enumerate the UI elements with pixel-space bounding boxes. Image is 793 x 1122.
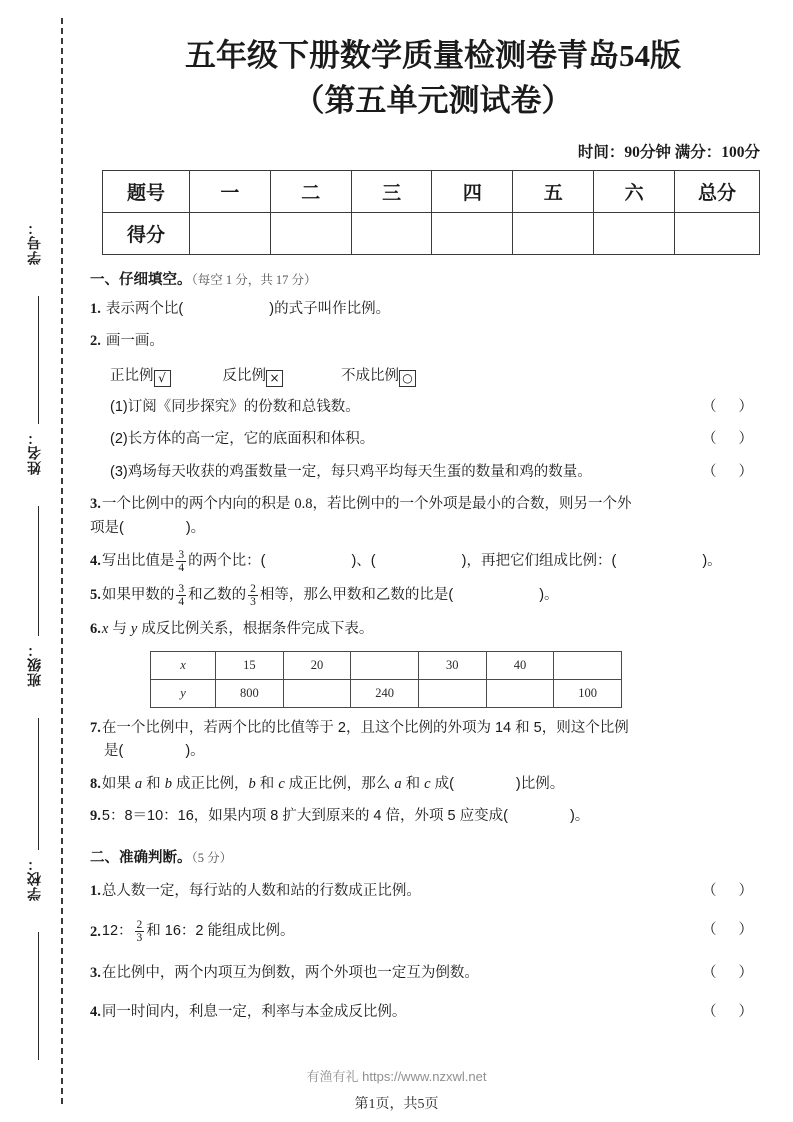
question-4-text-a: 写出比值是: [101, 553, 175, 570]
xy-value-table: [150, 651, 622, 708]
question-7-text-a: 在一个比例中，若两个比的比值等于 2，且这个比例的外项为 14 和 5，则这个比例: [101, 720, 629, 736]
judge-item-3-text: 在比例中，两个内项互为倒数，两个外项也一定互为倒数。: [101, 964, 479, 981]
question-6-text: 成反比例关系，根据条件完成下表。: [137, 620, 374, 637]
question-2-item-3-text: (3)鸡场每天收获的鸡蛋数量一定，每只鸡平均每天生蛋的数量和鸡的数量。: [110, 463, 592, 480]
question-8-text-h: )比例。: [515, 775, 565, 792]
cross-icon: ×: [266, 370, 283, 387]
question-8: [90, 773, 778, 796]
margin-rule-4: [38, 932, 39, 1060]
margin-rule-3: [38, 718, 39, 850]
judge-item-1-number: 1.: [90, 882, 101, 899]
page-title-line2: （第五单元测试卷）: [293, 82, 573, 118]
question-8-var-c2: c: [424, 775, 431, 792]
score-cell-4[interactable]: [432, 212, 513, 254]
xy-cell-y-2[interactable]: [283, 680, 351, 708]
question-4-text-b: 的两个比：(: [188, 553, 266, 570]
check-icon: √: [154, 370, 171, 387]
judge-item-3-answer[interactable]: （ ）: [701, 964, 762, 981]
question-5-fraction-2: [248, 583, 258, 608]
score-cell-3[interactable]: [351, 212, 432, 254]
question-5-text-b: 和乙数的: [188, 587, 247, 604]
judge-item-1-answer[interactable]: （ ）: [701, 882, 762, 899]
judge-item-4-answer[interactable]: （ ）: [701, 1004, 762, 1021]
question-6-text-mid: 与: [108, 620, 131, 637]
page-number-footer: 第1页，共5页: [354, 1097, 439, 1112]
score-table-col-3: 三: [351, 170, 432, 212]
judge-item-1-text: 总人数一定，每行站的人数和站的行数成正比例。: [101, 882, 421, 899]
judge-item-2-fraction: [135, 919, 145, 944]
section-one-title: 一、仔细填空。: [90, 271, 192, 288]
section-two-points: （5 分）: [191, 850, 233, 865]
section-two-heading: [90, 846, 778, 867]
question-5-fraction-2-numerator: 2: [250, 583, 256, 596]
question-8-text-c: 成正比例，: [171, 775, 249, 792]
question-6-var-y: y: [130, 620, 138, 637]
score-cell-5[interactable]: [513, 212, 594, 254]
judge-item-2-fraction-denominator: 3: [136, 932, 143, 945]
judge-item-2-fraction-numerator: 2: [136, 919, 143, 932]
judge-item-1: [90, 880, 778, 903]
judge-item-3: [90, 962, 778, 985]
option-direct-proportion[interactable]: [110, 364, 171, 387]
score-table-header-row: [103, 170, 760, 212]
question-5-text-d: )。: [539, 587, 559, 604]
question-3: [90, 493, 778, 540]
question-3-text-c: 项是(: [90, 519, 124, 536]
question-3-text-d: )。: [185, 519, 206, 536]
question-2-item-1-answer[interactable]: （ ）: [701, 398, 762, 415]
circle-icon: ○: [399, 370, 416, 387]
margin-field-student-id: 学号：: [26, 220, 42, 265]
question-7-text-b: 是(: [104, 743, 124, 760]
score-cell-6[interactable]: [594, 212, 675, 254]
option-no-proportion-label: 不成比例: [341, 367, 399, 384]
question-4-fraction: [176, 549, 186, 574]
question-3-text-a: 一个比例中的两个内向的积是: [101, 496, 295, 513]
question-8-var-a2: a: [394, 775, 402, 792]
question-7: [90, 717, 778, 764]
section-one-heading: [90, 268, 778, 289]
score-table-col-5: 五: [513, 170, 594, 212]
score-table-row-label-0: 题号: [103, 170, 190, 212]
question-1: [90, 298, 778, 321]
question-2-text: 画一画。: [105, 333, 164, 350]
question-8-number: 8.: [90, 775, 101, 792]
score-cell-1[interactable]: [190, 212, 271, 254]
xy-row-y-label: y: [151, 680, 216, 708]
question-4-text-e: )。: [702, 553, 722, 570]
score-table-col-4: 四: [432, 170, 513, 212]
judge-item-4-number: 4.: [90, 1004, 101, 1021]
question-5-text-c: 相等，那么甲数和乙数的比是(: [259, 587, 454, 604]
xy-cell-y-6[interactable]: 100: [554, 680, 622, 708]
question-2-item-1: [110, 396, 778, 419]
question-2-number: 2.: [90, 333, 101, 350]
dashed-fold-line: [61, 18, 63, 1104]
question-8-var-a1: a: [134, 775, 143, 792]
question-7-number: 7.: [90, 720, 101, 736]
question-8-var-b1: b: [164, 775, 172, 792]
judge-item-2-text-a: 12：: [101, 923, 133, 940]
xy-cell-x-1[interactable]: 15: [216, 652, 284, 680]
question-4: [90, 549, 778, 574]
question-4-fraction-numerator: 3: [178, 549, 185, 562]
question-1-number: 1.: [90, 300, 101, 317]
question-5-fraction-1-denominator: 4: [178, 596, 185, 609]
left-margin-strip: [0, 0, 78, 1122]
question-8-text-f: 和: [401, 775, 425, 792]
question-2-item-2-answer[interactable]: （ ）: [701, 431, 762, 448]
score-table-row-label-1: 得分: [103, 212, 190, 254]
question-5-fraction-1-numerator: 3: [178, 583, 185, 596]
question-8-var-b2: b: [248, 775, 256, 792]
margin-rule-1: [38, 296, 39, 424]
question-8-text-a: 如果: [101, 775, 135, 792]
margin-field-name: 姓名：: [26, 430, 42, 475]
question-4-text-d: )，再把它们组成比例：(: [461, 553, 617, 570]
margin-field-school: 学校：: [26, 856, 42, 901]
option-inverse-proportion[interactable]: [223, 364, 284, 387]
xy-row-x: [151, 652, 622, 680]
question-8-text-b: 和: [142, 775, 165, 792]
score-table-col-2: 二: [270, 170, 351, 212]
option-no-proportion[interactable]: [341, 364, 416, 387]
question-5-fraction-1: [176, 583, 186, 608]
score-table-col-1: 一: [190, 170, 271, 212]
margin-rule-2: [38, 506, 39, 636]
question-6-table-wrap: [150, 651, 778, 708]
xy-row-x-label: x: [151, 652, 216, 680]
question-8-var-c1: c: [278, 775, 285, 792]
xy-cell-y-5[interactable]: [486, 680, 554, 708]
question-5-fraction-2-denominator: 3: [250, 596, 256, 609]
question-1-text-b: )的式子叫作比例。: [269, 300, 391, 317]
question-4-number: 4.: [90, 553, 101, 570]
question-9-text-b: )。: [569, 808, 590, 825]
xy-cell-x-5[interactable]: 40: [486, 652, 554, 680]
question-4-text-c: )、(: [351, 553, 376, 570]
judge-item-3-number: 3.: [90, 964, 101, 981]
score-cell-2[interactable]: [270, 212, 351, 254]
question-5-text-a: 如果甲数的: [101, 587, 175, 604]
score-table-score-row: [103, 212, 760, 254]
judge-item-2-text-b: 和 16：2 能组成比例。: [146, 923, 295, 940]
section-one-points: （每空 1 分，共 17 分）: [191, 272, 317, 287]
question-2-item-2-text: (2)长方体的高一定，它的底面积和体积。: [110, 431, 375, 448]
question-3-text-b: ，若比例中的一个外项是最小的合数，则另一个外: [312, 496, 632, 513]
question-6-var-x: x: [101, 620, 109, 637]
judge-item-4: [90, 1001, 778, 1024]
question-2-item-3: [110, 461, 778, 484]
question-2-item-1-text: (1)订阅《同步探究》的份数和总钱数。: [110, 398, 360, 415]
question-7-text-c: )。: [185, 743, 205, 760]
xy-cell-y-1[interactable]: 800: [216, 680, 284, 708]
xy-cell-x-3[interactable]: [351, 652, 419, 680]
question-8-text-e: 成正比例，那么: [284, 775, 395, 792]
question-2-item-3-answer[interactable]: （ ）: [701, 463, 762, 480]
exam-sheet: [88, 0, 778, 1122]
score-table-col-total: 总分: [675, 170, 760, 212]
page-title-line1: 五年级下册数学质量检测卷青岛54版: [185, 38, 681, 73]
option-direct-proportion-label: 正比例: [110, 367, 154, 384]
exam-meta-info: 时间：90分钟 满分：100分: [577, 143, 760, 161]
xy-cell-y-3[interactable]: 240: [351, 680, 419, 708]
question-5-number: 5.: [90, 587, 101, 604]
question-8-text-g: 成(: [430, 775, 454, 792]
question-2-item-2: [110, 428, 778, 451]
question-4-fraction-denominator: 4: [178, 562, 185, 575]
judge-item-2-answer[interactable]: （ ）: [701, 922, 762, 939]
question-5: [90, 583, 778, 608]
question-3-number: 3.: [90, 496, 101, 513]
option-inverse-proportion-label: 反比例: [222, 367, 266, 384]
question-6: [90, 618, 778, 641]
judge-item-2: [90, 919, 778, 944]
margin-field-class: 班级：: [26, 642, 42, 687]
xy-cell-x-4[interactable]: 30: [418, 652, 486, 680]
section-two-title: 二、准确判断。: [90, 849, 192, 866]
judge-item-2-number: 2.: [90, 923, 101, 940]
judge-item-4-text: 同一时间内，利息一定，利率与本金成反比例。: [101, 1004, 407, 1021]
question-3-value: 0.8: [294, 496, 313, 513]
question-9-text-a: 5：8＝10：16，如果内项 8 扩大到原来的 4 倍，外项 5 应变成(: [101, 808, 508, 825]
score-table: [102, 170, 760, 255]
xy-cell-x-2[interactable]: 20: [283, 652, 351, 680]
question-1-text-a: 表示两个比(: [105, 300, 184, 317]
xy-cell-y-4[interactable]: [418, 680, 486, 708]
question-2: [90, 330, 778, 353]
question-2-options: [110, 364, 778, 387]
xy-cell-x-6[interactable]: [554, 652, 622, 680]
score-table-col-6: 六: [594, 170, 675, 212]
xy-row-y: [151, 680, 622, 708]
watermark-text: 有渔有礼 https://www.nzxwl.net: [306, 1069, 487, 1084]
score-cell-total[interactable]: [675, 212, 760, 254]
question-9: [90, 805, 778, 828]
question-6-number: 6.: [90, 620, 101, 637]
question-8-text-d: 和: [255, 775, 279, 792]
question-9-number: 9.: [90, 808, 101, 825]
